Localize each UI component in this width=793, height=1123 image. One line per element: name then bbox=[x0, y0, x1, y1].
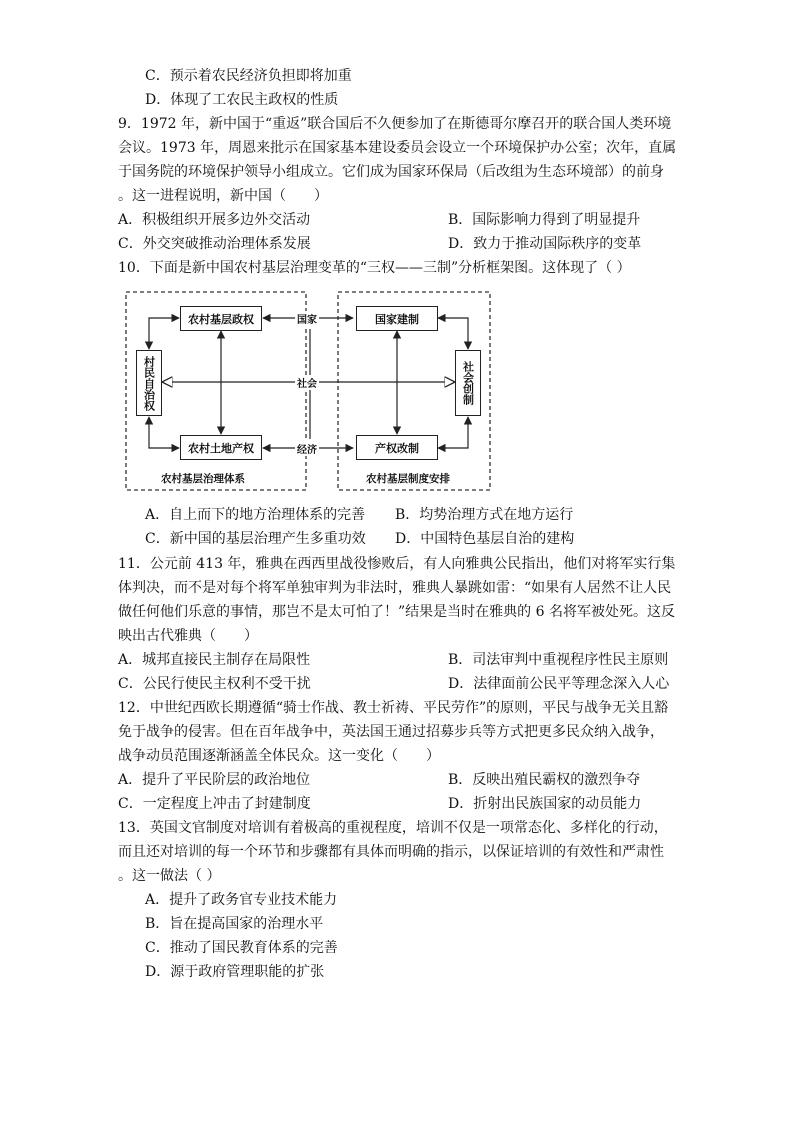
q8-option-d[interactable]: D．体现了工农民主政权的性质 bbox=[145, 92, 339, 108]
q13-stem-line: 13．英国文官制度对培训有着极高的重视程度，培训不仅是一项常态化、多样化的行动， bbox=[118, 820, 668, 836]
q13-option-b[interactable]: B．旨在提高国家的治理水平 bbox=[145, 916, 324, 932]
box-property-reform: 产权改制 bbox=[356, 435, 438, 460]
q12-options-row-2 bbox=[118, 792, 678, 816]
q13-option-c[interactable]: C．推动了国民教育体系的完善 bbox=[145, 940, 338, 956]
q9-option-b[interactable]: B．国际影响力得到了明显提升 bbox=[448, 212, 641, 228]
q9-option-d[interactable]: D．致力于推动国际秩序的变革 bbox=[448, 236, 642, 252]
q11-options-row-2 bbox=[118, 672, 678, 696]
q12-option-c[interactable]: C．一定程度上冲击了封建制度 bbox=[118, 796, 311, 812]
q11-option-a[interactable]: A．城邦直接民主制存在局限性 bbox=[118, 652, 311, 668]
q10-option-b[interactable]: B．均势治理方式在地方运行 bbox=[395, 507, 574, 523]
q10-stem: 10．下面是新中国农村基层治理变革的“三权——三制”分析框架图。这体现了（ ） bbox=[118, 260, 631, 276]
q12-stem-line: 战争动员范围逐渐涵盖全体民众。这一变化（ ） bbox=[118, 748, 440, 764]
q9-stem-line: 9．1972 年，新中国于“重返”联合国后不久便参加了在斯德哥尔摩召开的联合国人类环境 bbox=[118, 116, 672, 132]
q9-stem-line: 于国务院的环境保护领导小组成立。它们成为国家环保局（后改组为生态环境部）的前身 bbox=[118, 164, 664, 180]
q9-option-c[interactable]: C．外交突破推动治理体系发展 bbox=[118, 236, 311, 252]
label-economy: 经济 bbox=[295, 441, 319, 456]
q11-stem-line: 11．公元前 413 年，雅典在西西里战役惨败后，有人向雅典公民指出，他们对将军实行集 bbox=[118, 556, 676, 572]
q12-option-d[interactable]: D．折射出民族国家的动员能力 bbox=[448, 796, 642, 812]
q9-stem-line: 会议。1973 年，周恩来批示在国家基本建设委员会设立一个环境保护办公室；次年，直属 bbox=[118, 140, 677, 156]
q12-option-a[interactable]: A．提升了平民阶层的政治地位 bbox=[118, 772, 311, 788]
label-society: 社会 bbox=[295, 375, 319, 390]
q11-stem-line: 做任何他们乐意的事情，那岂不是太可怕了！”结果是当时在雅典的 6 名将军被处死。这反 bbox=[118, 604, 675, 620]
q10-options-row-2 bbox=[145, 527, 665, 551]
q11-stem-line: 映出古代雅典（ ） bbox=[118, 628, 258, 644]
q9-option-a[interactable]: A．积极组织开展多边外交活动 bbox=[118, 212, 311, 228]
caption-governance-system: 农村基层治理体系 bbox=[161, 473, 245, 485]
q9-options-row-2 bbox=[118, 232, 678, 256]
q12-stem-line: 12．中世纪西欧长期遵循“骑士作战、教士祈祷、平民劳作”的原则，平民与战争无关且豁 bbox=[118, 700, 669, 716]
q13-option-d[interactable]: D．源于政府管理职能的扩张 bbox=[145, 964, 325, 980]
q12-option-b[interactable]: B．反映出殖民霸权的激烈争夺 bbox=[448, 772, 641, 788]
box-rural-land-property: 农村土地产权 bbox=[180, 435, 262, 460]
q10-option-c[interactable]: C．新中国的基层治理产生多重功效 bbox=[145, 531, 366, 547]
box-social-creation: 社会创制 bbox=[455, 350, 481, 416]
caption-institutional-arrangement: 农村基层制度安排 bbox=[366, 473, 450, 485]
q11-option-d[interactable]: D．法律面前公民平等理念深入人心 bbox=[448, 676, 670, 692]
q8-option-c[interactable]: C．预示着农民经济负担即将加重 bbox=[145, 68, 352, 84]
q13-stem-line: 。这一做法（ ） bbox=[118, 868, 221, 884]
q10-option-a[interactable]: A．自上而下的地方治理体系的完善 bbox=[145, 507, 366, 523]
box-state-system: 国家建制 bbox=[356, 306, 438, 331]
box-rural-grassroots-power: 农村基层政权 bbox=[180, 306, 262, 331]
box-village-autonomy: 村民自治权 bbox=[136, 350, 162, 416]
q9-stem-line: 。这一进程说明，新中国（ ） bbox=[118, 188, 328, 204]
q12-stem-line: 免于战争的侵害。但在百年战争中，英法国王通过招募步兵等方式把更多民众纳入战争， bbox=[118, 724, 664, 740]
q11-option-b[interactable]: B．司法审判中重视程序性民主原则 bbox=[448, 652, 669, 668]
q9-options-row-1 bbox=[118, 208, 678, 232]
q10-option-d[interactable]: D．中国特色基层自治的建构 bbox=[395, 531, 575, 547]
q11-stem-line: 体判决，而不是对每个将军单独审判为非法时，雅典人暴跳如雷：“如果有人居然不让人民 bbox=[118, 580, 672, 596]
label-state: 国家 bbox=[295, 311, 319, 326]
q11-options-row-1 bbox=[118, 648, 678, 672]
q12-options-row-1 bbox=[118, 768, 678, 792]
q13-option-a[interactable]: A．提升了政务官专业技术能力 bbox=[145, 892, 338, 908]
q11-option-c[interactable]: C．公民行使民主权利不受干扰 bbox=[118, 676, 311, 692]
q10-options-row-1 bbox=[145, 503, 665, 527]
q13-stem-line: 而且还对培训的每一个环节和步骤都有具体而明确的指示，以保证培训的有效性和严肃性 bbox=[118, 844, 664, 860]
three-powers-three-systems-diagram bbox=[123, 289, 493, 494]
